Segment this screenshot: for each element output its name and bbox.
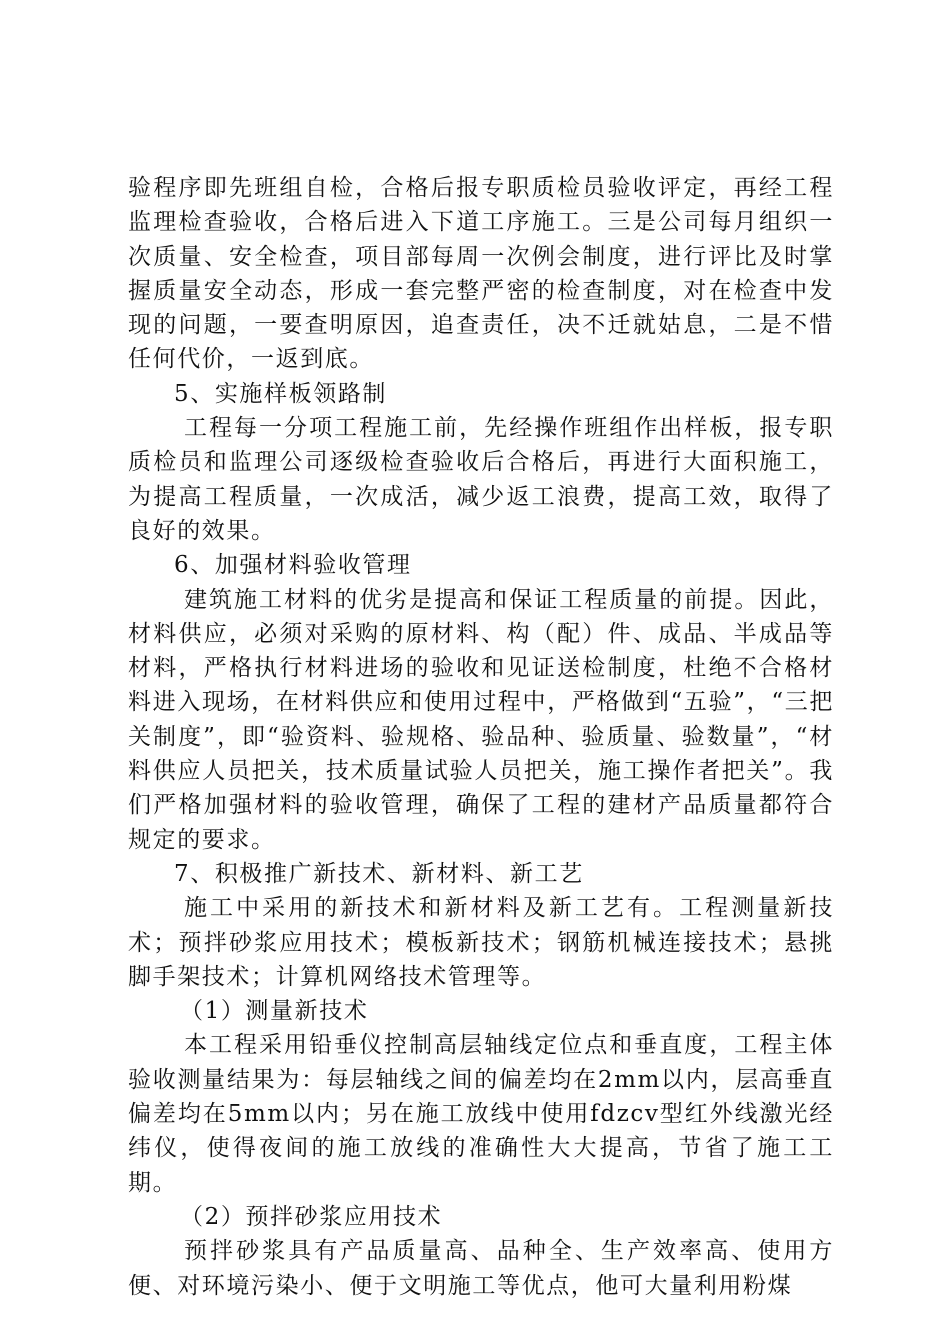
subheading-measurement: （1）测量新技术 bbox=[180, 998, 369, 1025]
document-body bbox=[128, 171, 834, 1303]
paragraph-continuation: 验程序即先班组自检，合格后报专职质检员验收评定，再经工程监理检查验收，合格后进入下道工序施工。三是公司每月组织一次质量、安全检查，项目部每周一次例会制度，进行评比及时掌握质量安全动态，形成一套完整严密的检查制度，对在检查中发现的问题，一要查明原因，追查责任，决不迁就姑息，二是不惜任何代价，一返到底。 bbox=[128, 175, 834, 373]
section-heading-5: 5、实施样板领路制 bbox=[174, 380, 388, 407]
paragraph-sample-board: 工程每一分项工程施工前，先经操作班组作出样板，报专职质检员和监理公司逐级检查验收后合格后，再进行大面积施工，为提高工程质量，一次成活，减少返工浪费，提高工效，取得了良好的效果。 bbox=[128, 415, 834, 544]
paragraph-material-acceptance: 建筑施工材料的优劣是提高和保证工程质量的前提。因此，材料供应，必须对采购的原材料、构（配）件、成品、半成品等材料，严格执行材料进场的验收和见证送检制度，杜绝不合格材料进入现场，在材料供应和使用过程中，严格做到“五验”，“三把关制度”，即“验资料、验规格、验品种、验质量、验数量”，“材料供应人员把关，技术质量试验人员把关，施工操作者把关”。我们严格加强材料的验收管理，确保了工程的建材产品质量都符合规定的要求。 bbox=[128, 586, 834, 853]
paragraph-new-technology: 施工中采用的新技术和新材料及新工艺有。工程测量新技术；预拌砂浆应用技术；模板新技术；钢筋机械连接技术；悬挑脚手架技术；计算机网络技术管理等。 bbox=[128, 895, 834, 990]
subheading-premixed-mortar: （2）预拌砂浆应用技术 bbox=[180, 1203, 443, 1230]
section-heading-7: 7、积极推广新技术、新材料、新工艺 bbox=[174, 860, 584, 887]
paragraph-premixed-mortar: 预拌砂浆具有产品质量高、品种全、生产效率高、使用方便、对环境污染小、便于文明施工等优点，他可大量利用粉煤 bbox=[128, 1238, 834, 1299]
paragraph-measurement: 本工程采用铅垂仪控制高层轴线定位点和垂直度，工程主体验收测量结果为：每层轴线之间的偏差均在2mm以内，层高垂直偏差均在5mm以内；另在施工放线中使用fdzcv型红外线激光经纬仪，使得夜间的施工放线的准确性大大提高，节省了施工工期。 bbox=[128, 1032, 834, 1196]
section-heading-6: 6、加强材料验收管理 bbox=[174, 552, 412, 579]
